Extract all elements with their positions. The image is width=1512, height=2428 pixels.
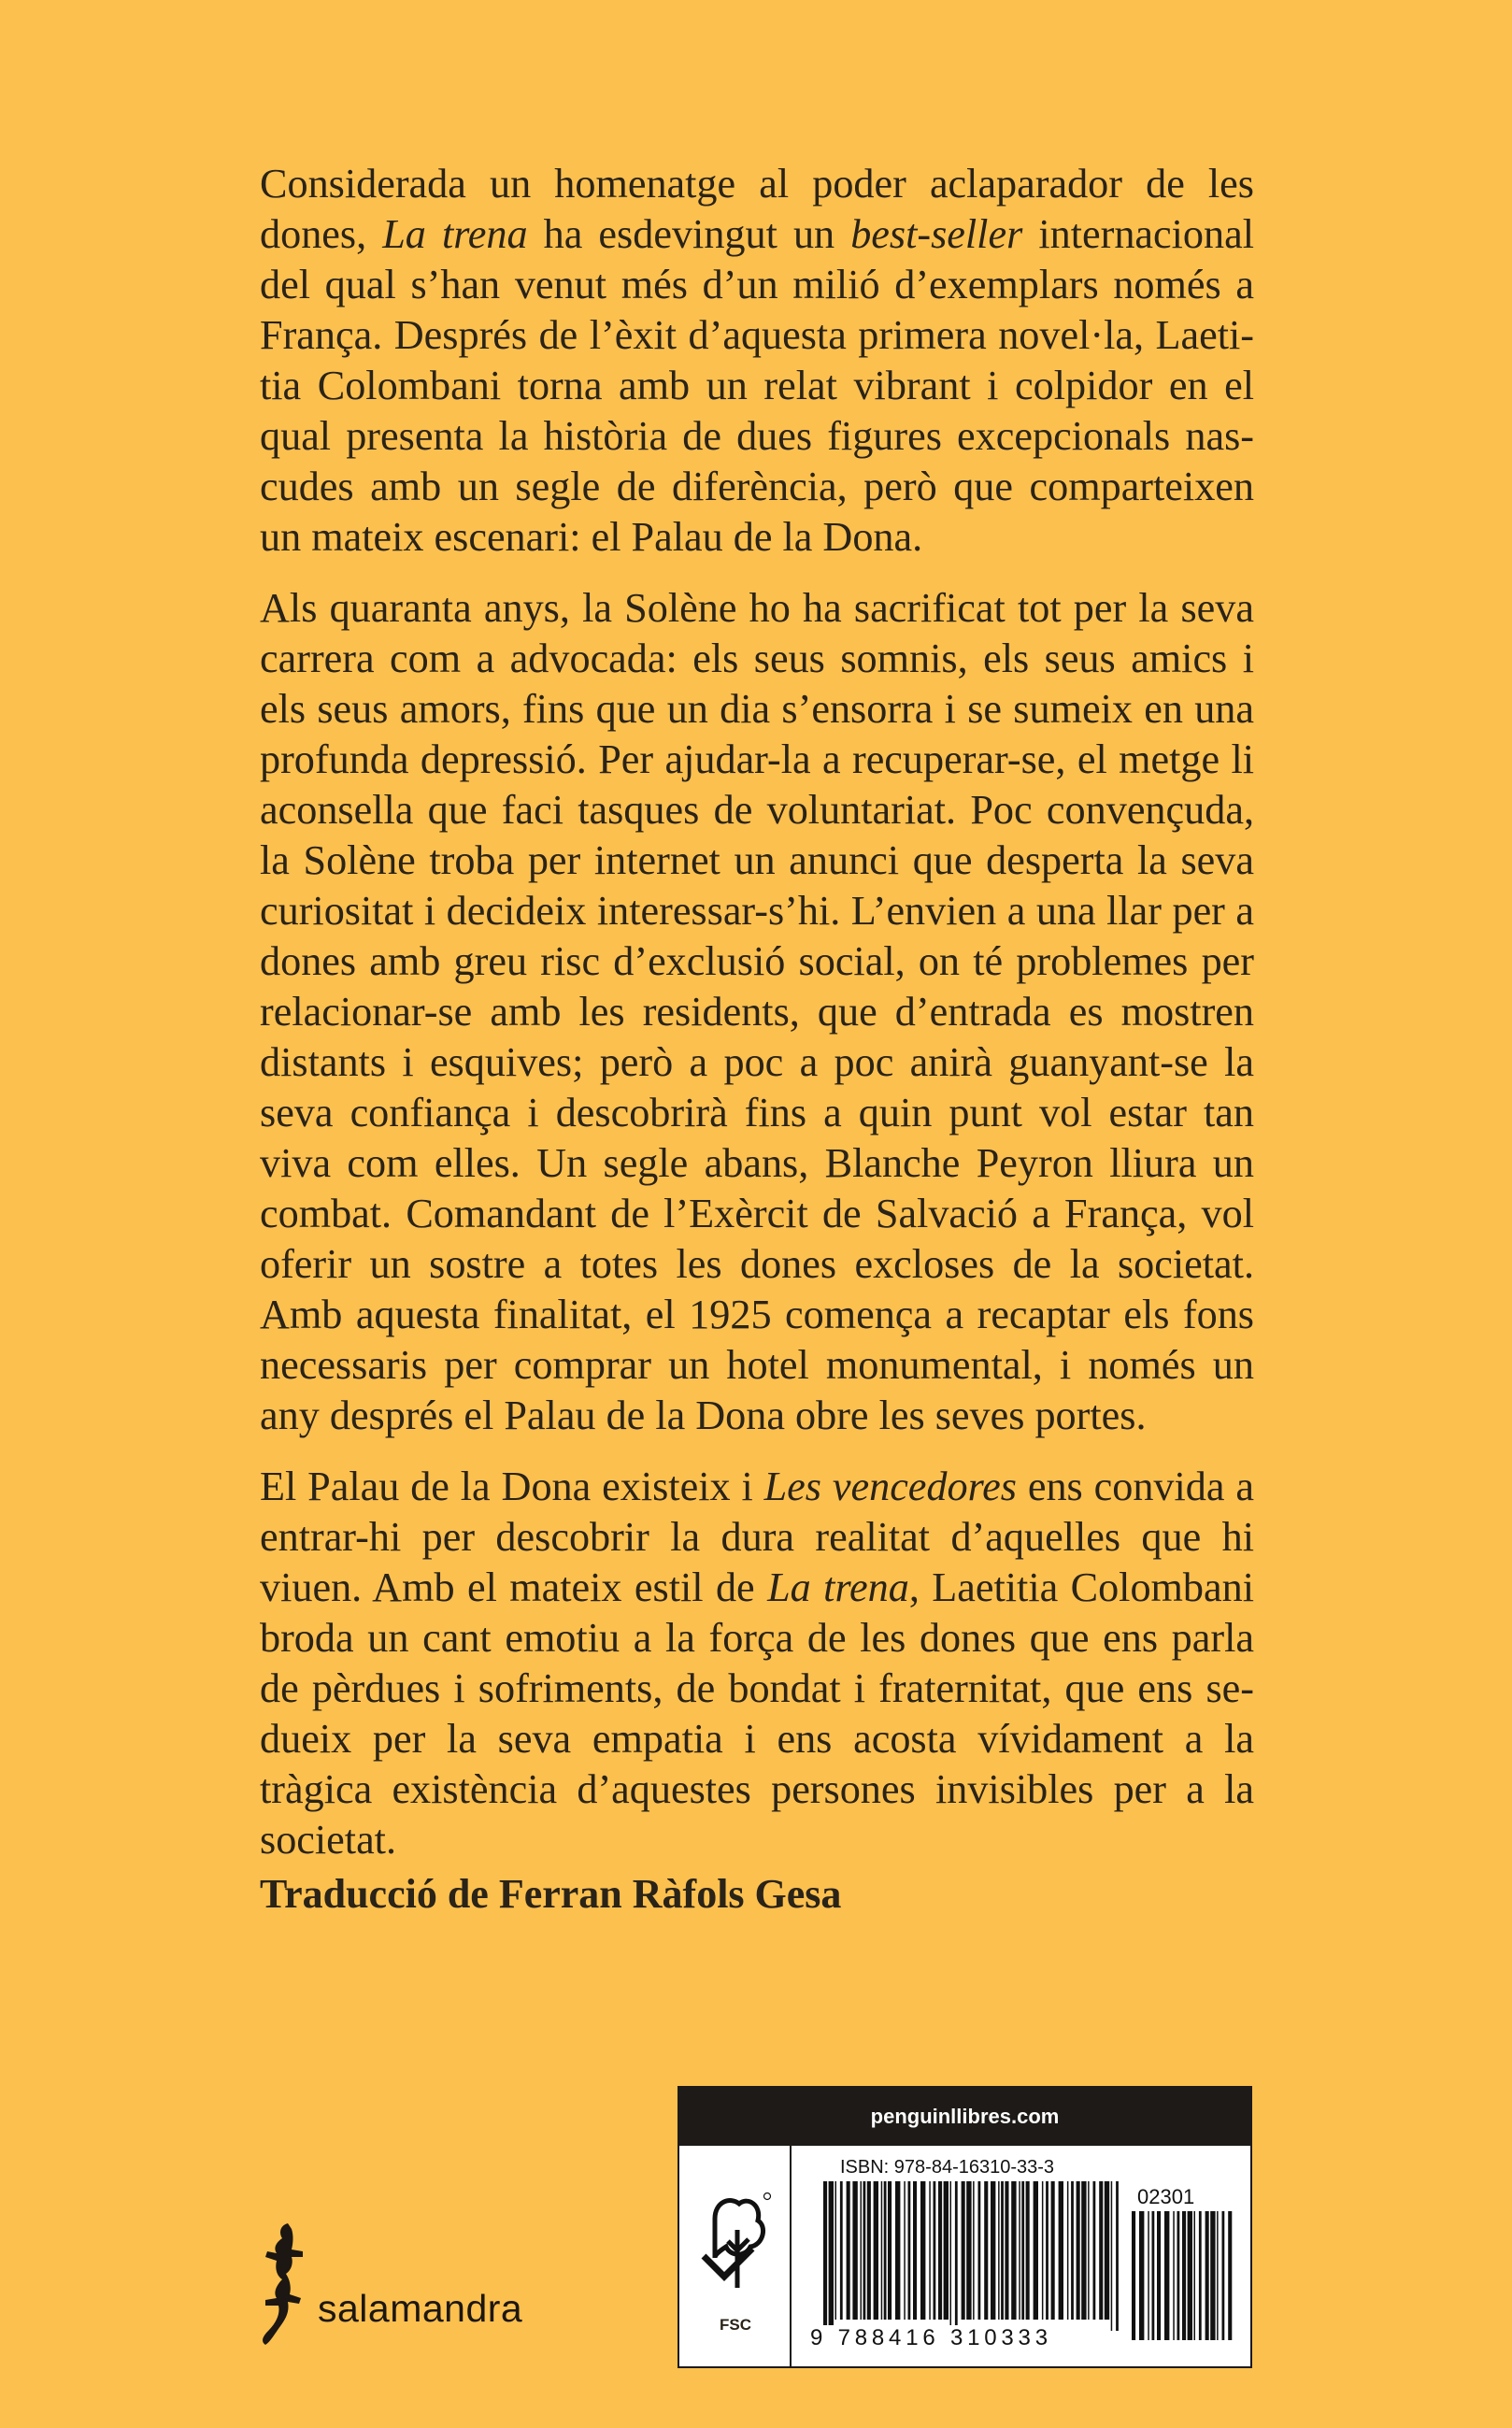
fsc-label: FSC xyxy=(720,2316,751,2334)
barcode-bar xyxy=(863,2181,866,2320)
barcode-bar xyxy=(888,2181,892,2320)
barcode-bar xyxy=(1059,2181,1063,2320)
book-title-la-trena: La trena xyxy=(382,211,528,257)
barcode-bar xyxy=(835,2181,837,2320)
barcode-bar xyxy=(1157,2211,1161,2340)
barcode-bar xyxy=(881,2181,883,2320)
barcode-bar xyxy=(1148,2211,1149,2340)
blurb-paragraph-2: Als quaranta anys, la Solène ho ha sacrificat tot per la seva carrera com a advocada: els seus somnis, els seus amics i els seus amors, fins que un dia s’ensorra i se sumeix en una profunda depressió. Per ajudar-la a recuperar-se, el metge li aconsella que faci tasques de voluntariat. Poc convençuda, la Solène troba per internet un anunci que desperta la seva curiositat i decideix interessar-s’hi. L’envien a una llar per a dones amb greu risc d’exclusió social, on té problemes per relacionar-se amb les residents, que d’entrada es mostren distants i esquives; però a poc a poc anirà guanyant-se la seva confiança i descobrirà fins a quin punt vol estar tan viva com elles. Un segle abans, Blanche Peyron lliura un combat. Comandant de l’Exèrcit de Salvació a França, vol oferir un sostre a totes les dones excloses de la societat. Amb aquesta finalitat, el 1925 comença a recaptar els fons necessaris per comprar un hotel monumental, i només un any després el Palau de la Dona obre les seves portes. xyxy=(260,585,1254,1438)
barcode-bar xyxy=(1210,2211,1215,2340)
barcode-bar xyxy=(1021,2181,1024,2320)
barcode-bar xyxy=(895,2181,900,2320)
publisher-name: salamandra xyxy=(318,2287,523,2330)
barcode-bar xyxy=(1067,2181,1069,2320)
barcode-bar xyxy=(1116,2181,1119,2331)
barcode-bar xyxy=(1205,2211,1209,2340)
barcode-bar xyxy=(1019,2181,1020,2320)
barcode-bar xyxy=(1164,2211,1169,2340)
barcode-bar xyxy=(847,2181,850,2320)
barcode-addon-code: 02301 xyxy=(1137,2185,1195,2208)
barcode-bar xyxy=(1001,2181,1004,2320)
barcode-bar xyxy=(1177,2211,1180,2340)
translator-credit: Traducció de Ferran Ràfols Gesa xyxy=(260,1871,842,1917)
barcode-bar xyxy=(966,2181,971,2320)
barcode-bar xyxy=(913,2181,917,2320)
barcode-bar xyxy=(1011,2181,1016,2320)
barcode-bar xyxy=(823,2181,827,2331)
barcode-bar xyxy=(1194,2211,1196,2340)
barcode-bar xyxy=(950,2181,952,2331)
barcode-bar xyxy=(1152,2211,1155,2340)
barcode-bar xyxy=(1077,2181,1080,2320)
back-cover-blurb xyxy=(260,159,1254,1886)
barcode-bar xyxy=(1228,2211,1232,2340)
barcode-bar xyxy=(1005,2181,1008,2320)
book-title-la-trena-2: La trena xyxy=(767,1564,909,1610)
salamander-icon xyxy=(252,2220,318,2350)
barcode-bar xyxy=(934,2181,936,2320)
barcode-bar xyxy=(962,2181,965,2320)
barcode-bar xyxy=(1034,2181,1038,2320)
barcode-bar xyxy=(991,2181,995,2320)
barcode-bar xyxy=(1132,2211,1135,2340)
barcode-bar xyxy=(861,2181,863,2320)
publisher-website: penguinllibres.com xyxy=(679,2088,1250,2146)
barcode-bar xyxy=(944,2181,949,2320)
barcode-bar xyxy=(1099,2181,1103,2320)
barcode-bar xyxy=(920,2181,925,2320)
fsc-tree-icon xyxy=(696,2192,775,2305)
barcode-bar xyxy=(884,2181,887,2320)
term-best-seller: best-seller xyxy=(850,211,1023,257)
barcode-bar xyxy=(840,2181,843,2320)
isbn-barcode-box xyxy=(678,2086,1252,2368)
barcode-bar xyxy=(973,2181,975,2320)
barcode-bar xyxy=(1139,2211,1144,2340)
barcode-bar xyxy=(1081,2181,1086,2320)
barcode-bar xyxy=(874,2181,878,2320)
barcode-bar xyxy=(1217,2211,1219,2340)
barcode-bar xyxy=(1105,2181,1109,2320)
book-title-les-vencedores: Les vencedores xyxy=(763,1464,1017,1509)
barcode-bar xyxy=(1111,2181,1113,2331)
addon-barcode xyxy=(1128,2211,1240,2351)
blurb-paragraph-1: Considerada un homenatge al poder aclaparador de les dones, La trena ha esdevingut un best-seller internacional del qual s’han venut més d’un milió d’exemplars només a França. Després de l’èxit d’aquesta primera novel·la, Laetitia Colombani torna amb un relat vibrant i colpidor en el qual presenta la història de dues figures excepcionals nascudes amb un segle de diferència, però que comparteixen un mateix escenari: el Palau de la Dona. xyxy=(260,161,1254,560)
barcode-bar xyxy=(1093,2181,1096,2320)
barcode-bar xyxy=(955,2181,958,2331)
barcode-bar xyxy=(1173,2211,1175,2340)
barcode-bar xyxy=(1046,2181,1048,2320)
ean-barcode xyxy=(820,2181,1123,2331)
barcode-bar xyxy=(852,2181,857,2320)
barcode-bar xyxy=(1042,2181,1044,2320)
barcode-digits: 9 788416 310333 xyxy=(810,2325,1052,2350)
barcode-bar xyxy=(908,2181,911,2320)
barcode-bar xyxy=(867,2181,871,2320)
barcode-bar xyxy=(1088,2181,1090,2320)
barcode-bar xyxy=(1182,2211,1186,2340)
blurb-paragraph-3: El Palau de la Dona existeix i Les vencedores ens convida a entrar-hi per descobrir la dura realitat d’aquelles que hi viuen. Amb el mateix estil de La trena, Laetitia Colombani broda un cant emotiu a la força de les dones que ens parla de pèrdues i sofriments, de bondat i fraternitat, que ens sedueix per la seva empatia i ens acosta vívidament a la tràgica existència d’aquestes persones invisibles per a la societat. xyxy=(260,1464,1254,1863)
barcode-bar xyxy=(1071,2181,1074,2320)
barcode-bar xyxy=(978,2181,981,2320)
barcode-bar xyxy=(1199,2211,1202,2340)
barcode-bar xyxy=(904,2181,906,2320)
barcode-bar xyxy=(1051,2181,1055,2320)
barcode-bar xyxy=(998,2181,1000,2320)
barcode-bar xyxy=(1188,2211,1192,2340)
publisher-logo xyxy=(252,2220,561,2350)
barcode-bar xyxy=(929,2181,931,2320)
barcode-bar xyxy=(829,2181,834,2331)
barcode-bar xyxy=(984,2181,988,2320)
barcode-bar xyxy=(938,2181,942,2320)
isbn-number: ISBN: 978-84-16310-33-3 xyxy=(840,2157,1055,2178)
barcode-bar xyxy=(1222,2211,1225,2340)
barcode-bar xyxy=(1026,2181,1030,2320)
fsc-certification xyxy=(679,2146,792,2368)
